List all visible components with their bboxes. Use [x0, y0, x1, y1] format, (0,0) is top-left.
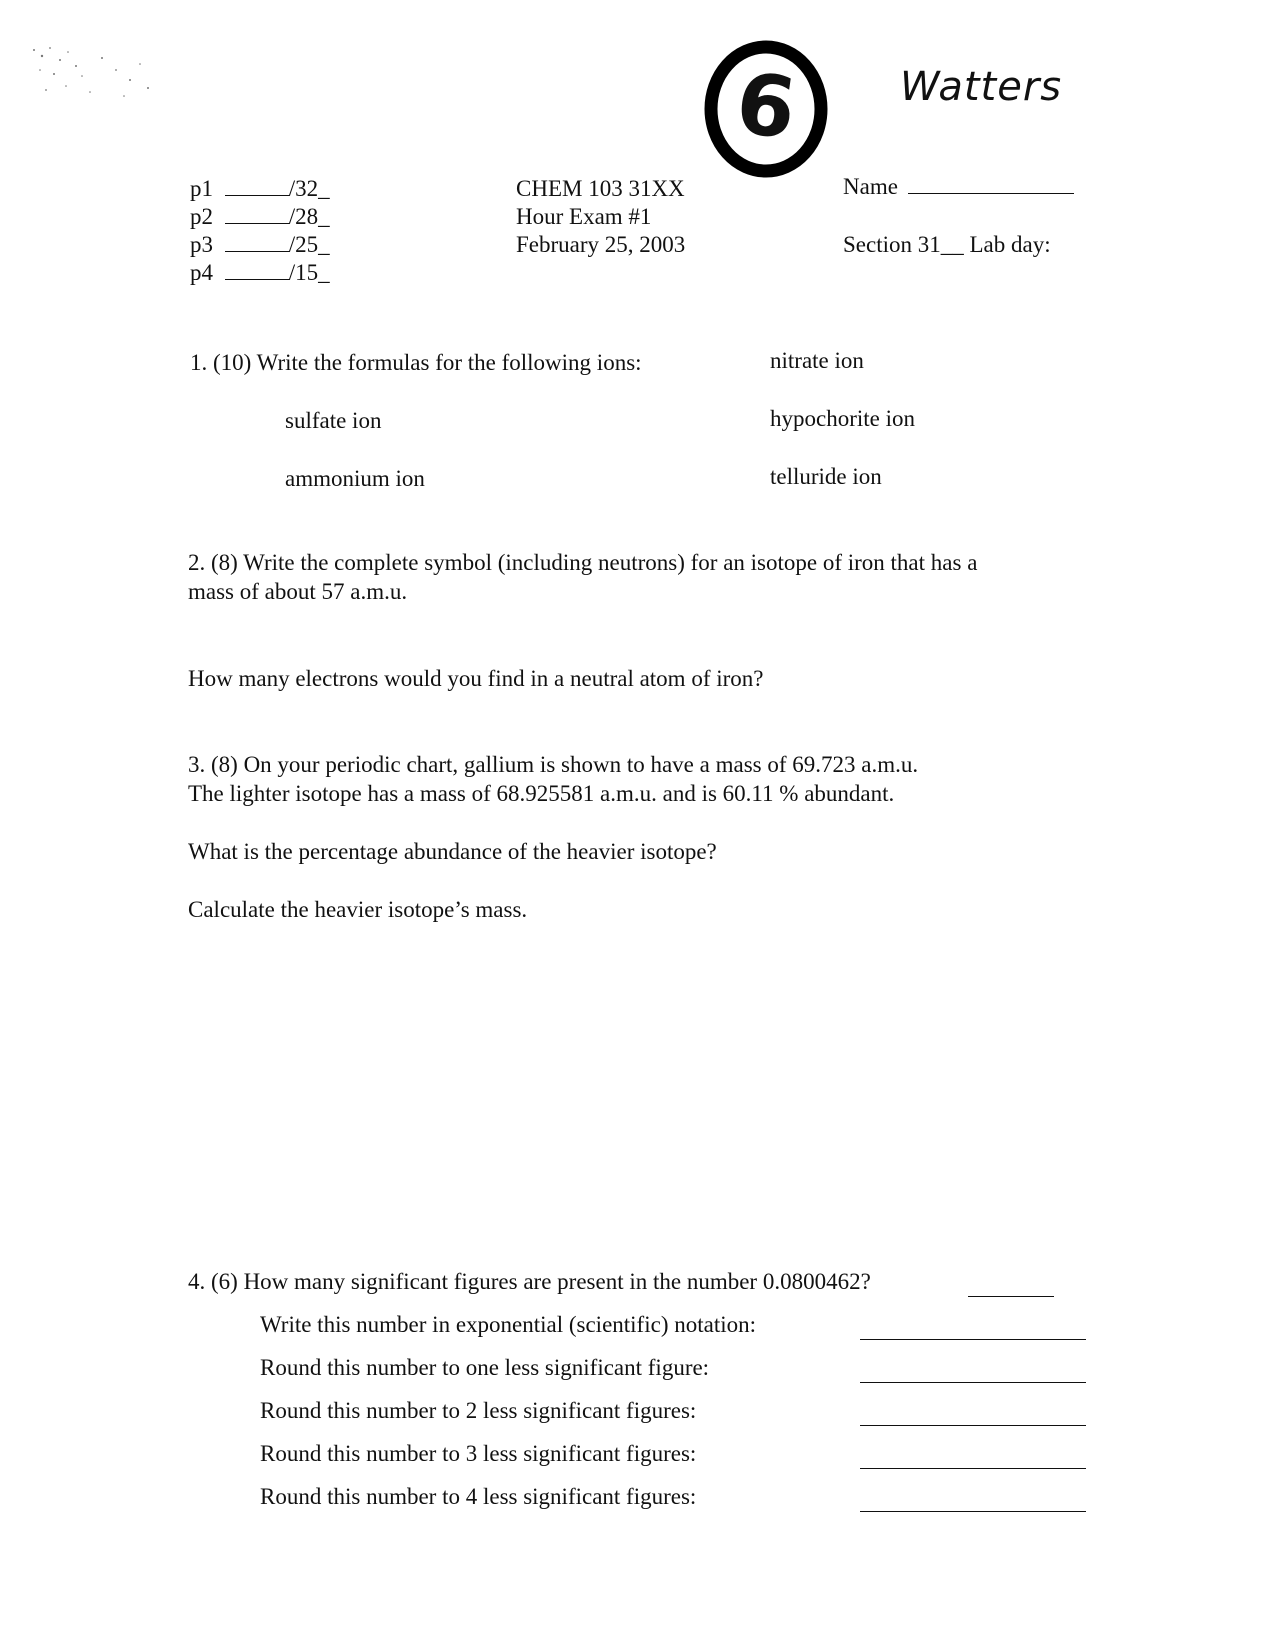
- q3-line2: The lighter isotope has a mass of 68.925581 a.m.u. and is 60.11 % abundant.: [188, 781, 895, 806]
- score-entry-blank[interactable]: [225, 279, 289, 280]
- q2-line2: mass of about 57 a.m.u.: [188, 579, 408, 604]
- q2-followup: How many electrons would you find in a neutral atom of iron?: [188, 666, 764, 691]
- q3-part2: Calculate the heavier isotope’s mass.: [188, 897, 528, 922]
- name-label: Name: [843, 174, 898, 199]
- circled-score-mark: [704, 40, 828, 178]
- q4-item: Round this number to 2 less significant figures:: [260, 1398, 697, 1423]
- q4-answer-line[interactable]: [860, 1425, 1086, 1426]
- score-row-label: p4: [190, 260, 213, 285]
- score-row-label: p1: [190, 176, 213, 201]
- score-row: [190, 232, 330, 258]
- q4-answer-line[interactable]: [860, 1382, 1086, 1383]
- q4-answer-line[interactable]: [860, 1339, 1086, 1340]
- q3-part1: What is the percentage abundance of the heavier isotope?: [188, 839, 717, 864]
- q4-answer-line[interactable]: [860, 1468, 1086, 1469]
- score-row: [190, 204, 330, 230]
- score-entry-blank[interactable]: [225, 251, 289, 252]
- exam-title: Hour Exam #1: [516, 204, 652, 229]
- q4-prompt: 4. (6) How many significant figures are present in the number 0.0800462?: [188, 1269, 871, 1294]
- handwritten-name: Watters: [900, 64, 1063, 110]
- score-row-label: p3: [190, 232, 213, 257]
- q1-prompt: 1. (10) Write the formulas for the following ions:: [190, 350, 642, 375]
- name-field: [843, 174, 1074, 200]
- ion-hypochlorite: hypochorite ion: [770, 406, 915, 431]
- score-row: [190, 176, 330, 202]
- name-input-line[interactable]: [908, 193, 1074, 194]
- ion-nitrate: nitrate ion: [770, 348, 864, 373]
- section-label: Section 31__ Lab day:: [843, 232, 1051, 257]
- score-row-max: /28_: [288, 204, 330, 229]
- exam-date: February 25, 2003: [516, 232, 686, 257]
- q3-line1: 3. (8) On your periodic chart, gallium is shown to have a mass of 69.723 a.m.u.: [188, 752, 919, 777]
- q2-line1: 2. (8) Write the complete symbol (including neutrons) for an isotope of iron that has a: [188, 550, 978, 575]
- score-row-max: /32_: [288, 176, 330, 201]
- score-row: [190, 260, 330, 286]
- score-row-max: /25_: [288, 232, 330, 257]
- score-row-label: p2: [190, 204, 213, 229]
- q4-sigfig-answer-line[interactable]: [968, 1296, 1054, 1297]
- ion-ammonium: ammonium ion: [285, 466, 425, 491]
- ion-sulfate: sulfate ion: [285, 408, 382, 433]
- q4-item: Round this number to 3 less significant figures:: [260, 1441, 697, 1466]
- scan-speckle: [20, 40, 170, 110]
- score-entry-blank[interactable]: [225, 195, 289, 196]
- score-row-max: /15_: [288, 260, 330, 285]
- q4-answer-line[interactable]: [860, 1511, 1086, 1512]
- course-title: CHEM 103 31XX: [516, 176, 685, 201]
- q4-item: Round this number to 4 less significant figures:: [260, 1484, 697, 1509]
- q4-item: Round this number to one less significant figure:: [260, 1355, 710, 1380]
- score-entry-blank[interactable]: [225, 223, 289, 224]
- circled-score-number: 6: [730, 53, 802, 159]
- q4-item: Write this number in exponential (scientific) notation:: [260, 1312, 756, 1337]
- ion-telluride: telluride ion: [770, 464, 882, 489]
